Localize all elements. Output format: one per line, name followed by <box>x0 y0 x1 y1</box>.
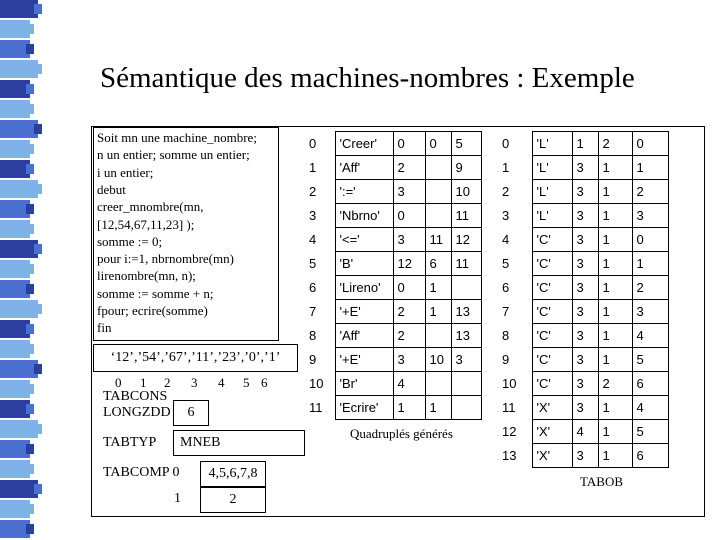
table-cell: '<=' <box>335 228 393 252</box>
stripe-square <box>34 64 42 74</box>
quadruple-row <box>307 396 481 420</box>
quadruple-row <box>307 276 481 300</box>
tabtyp-value-box <box>173 430 305 456</box>
table-cell: 4 <box>572 420 598 444</box>
row-index: 11 <box>309 400 323 415</box>
quadruple-row <box>307 252 481 276</box>
tabcons-label: TABCONS <box>103 389 168 404</box>
table-cell: 3 <box>572 396 598 420</box>
table-cell: 1 <box>425 276 451 300</box>
code-line: pour i:=1, nbrnombre(mn) <box>97 251 234 267</box>
stripe-square <box>34 124 42 134</box>
stripe-square <box>0 480 38 498</box>
stripe-square <box>0 180 38 198</box>
table-cell: 2 <box>393 300 425 324</box>
tabob-row <box>500 396 668 420</box>
stripe-square <box>0 240 38 258</box>
tabcomp-value-1: 2 <box>229 492 237 507</box>
table-cell: 3 <box>572 252 598 276</box>
table-cell: 3 <box>572 204 598 228</box>
table-cell: 5 <box>632 420 668 444</box>
table-cell: 11 <box>451 252 481 276</box>
tabcons-string: ‘12’,’54’,’67’,’11’,’23’,’0’,’1’ <box>110 350 281 365</box>
table-cell: 0 <box>632 132 668 156</box>
stripe-square <box>26 144 34 154</box>
table-cell: 'Aff' <box>335 156 393 180</box>
stripe-square <box>0 120 38 138</box>
stripe-square <box>26 344 34 354</box>
quadruple-row <box>307 324 481 348</box>
stripe-square <box>34 304 42 314</box>
row-index: 1 <box>309 160 317 175</box>
table-cell: 13 <box>451 324 481 348</box>
tabcons-index: 5 <box>243 375 250 390</box>
longzdd-label: LONGZDD <box>103 405 171 420</box>
table-cell <box>425 180 451 204</box>
code-line: fin <box>97 320 112 336</box>
tabob-row <box>500 420 668 444</box>
table-cell: 2 <box>598 132 632 156</box>
row-index: 2 <box>502 184 510 199</box>
row-index: 0 <box>502 136 510 151</box>
stripe-square <box>26 104 34 114</box>
table-cell: 1 <box>598 300 632 324</box>
table-cell: 3 <box>393 348 425 372</box>
table-cell: 1 <box>598 444 632 468</box>
code-line: lirenombre(mn, n); <box>97 268 196 284</box>
table-cell: 'C' <box>532 252 572 276</box>
tabob-row <box>500 300 668 324</box>
tabcomp-label <box>103 465 180 481</box>
table-cell: '+E' <box>335 348 393 372</box>
table-cell: 11 <box>425 228 451 252</box>
table-cell: 1 <box>632 156 668 180</box>
table-cell: 3 <box>632 204 668 228</box>
table-cell: 3 <box>393 228 425 252</box>
tabcomp-index-0: 0 <box>172 465 180 480</box>
row-index: 6 <box>502 280 510 295</box>
tabob-row <box>500 156 668 180</box>
table-cell: 10 <box>451 180 481 204</box>
table-cell: 'C' <box>532 372 572 396</box>
table-cell: 0 <box>393 132 425 156</box>
table-cell: 2 <box>632 276 668 300</box>
table-cell: ':=' <box>335 180 393 204</box>
table-cell: 1 <box>598 180 632 204</box>
row-index: 6 <box>309 280 317 295</box>
stripe-square <box>34 4 42 14</box>
row-index: 4 <box>502 232 510 247</box>
table-cell: 2 <box>393 324 425 348</box>
table-cell: 1 <box>572 132 598 156</box>
table-cell: 1 <box>598 420 632 444</box>
quadruple-row <box>307 372 481 396</box>
table-cell: 2 <box>393 156 425 180</box>
stripe-square <box>26 464 34 474</box>
code-line: Soit mn une machine_nombre; <box>97 130 257 145</box>
tabob-table <box>500 131 669 468</box>
quadruple-row <box>307 228 481 252</box>
code-line: fpour; ecrire(somme) <box>97 303 208 318</box>
table-cell: 'Creer' <box>335 132 393 156</box>
slide-title: Sémantique des machines-nombres : Exemple <box>100 62 635 94</box>
table-cell: 'C' <box>532 348 572 372</box>
stripe-square <box>34 244 42 254</box>
tabob-row <box>500 324 668 348</box>
tabob-row <box>500 132 668 156</box>
table-cell: 9 <box>451 156 481 180</box>
table-cell: 6 <box>425 252 451 276</box>
table-cell <box>425 156 451 180</box>
table-cell: 'Br' <box>335 372 393 396</box>
tabob-row <box>500 180 668 204</box>
table-cell: 1 <box>598 348 632 372</box>
row-index: 12 <box>502 424 517 439</box>
tabob-row <box>500 348 668 372</box>
stripe-square <box>0 360 38 378</box>
table-cell: 12 <box>451 228 481 252</box>
row-index: 7 <box>309 304 317 319</box>
table-cell: 3 <box>572 228 598 252</box>
table-cell: 4 <box>632 324 668 348</box>
table-cell: 6 <box>632 444 668 468</box>
table-cell: 'Lireno' <box>335 276 393 300</box>
table-cell: 3 <box>572 324 598 348</box>
row-index: 1 <box>502 160 510 175</box>
stripe-square <box>0 300 38 318</box>
row-index: 8 <box>502 328 510 343</box>
quadruples-caption: Quadruplés générés <box>350 426 453 441</box>
stripe-square <box>0 60 38 78</box>
tabob-row <box>500 372 668 396</box>
table-cell: 6 <box>632 372 668 396</box>
table-cell: 5 <box>632 348 668 372</box>
table-cell: 3 <box>393 180 425 204</box>
table-cell: 3 <box>572 156 598 180</box>
stripe-square <box>34 424 42 434</box>
tabcomp-index-1: 1 <box>174 491 181 506</box>
row-index: 0 <box>309 136 317 151</box>
stripe-square <box>26 24 34 34</box>
code-line: i un entier; <box>97 164 154 180</box>
table-cell: 0 <box>393 276 425 300</box>
quadruples-table <box>307 131 482 420</box>
table-cell: 1 <box>393 396 425 420</box>
table-cell: 3 <box>572 276 598 300</box>
row-index: 9 <box>502 352 510 367</box>
stripe-square <box>26 264 34 274</box>
code-line: creer_mnombre(mn, <box>97 199 204 215</box>
row-index: 9 <box>309 352 317 367</box>
stripe-square <box>26 324 34 334</box>
tabcons-string-box <box>93 344 298 372</box>
table-cell: 0 <box>393 204 425 228</box>
row-index: 13 <box>502 448 517 463</box>
table-cell: 2 <box>632 180 668 204</box>
tabcomp-value-0-box <box>200 461 266 487</box>
table-cell: 4 <box>632 396 668 420</box>
table-cell: '+E' <box>335 300 393 324</box>
stripe-square <box>26 404 34 414</box>
quadruple-row <box>307 180 481 204</box>
longzdd-value: 6 <box>187 405 195 420</box>
code-line: somme := somme + n; <box>97 285 214 301</box>
table-cell: 0 <box>632 228 668 252</box>
row-index: 8 <box>309 328 317 343</box>
stripe-square <box>34 364 42 374</box>
code-line: [12,54,67,11,23] ); <box>97 216 195 232</box>
tabcomp-value-1-box <box>200 487 266 513</box>
table-cell: 1 <box>598 276 632 300</box>
table-cell <box>425 372 451 396</box>
stripe-square <box>34 484 42 494</box>
table-cell: 1 <box>425 396 451 420</box>
table-cell <box>451 372 481 396</box>
stripe-square <box>26 44 34 54</box>
longzdd-value-box <box>173 400 209 426</box>
table-cell: 11 <box>451 204 481 228</box>
table-cell: 1 <box>632 252 668 276</box>
table-cell: 3 <box>451 348 481 372</box>
table-cell: 3 <box>572 372 598 396</box>
table-cell: 3 <box>632 300 668 324</box>
table-cell <box>425 204 451 228</box>
table-cell: 2 <box>598 372 632 396</box>
stripe-square <box>26 384 34 394</box>
table-cell: 3 <box>572 444 598 468</box>
tabob-row <box>500 252 668 276</box>
row-index: 10 <box>502 376 517 391</box>
table-cell: 'C' <box>532 300 572 324</box>
row-index: 11 <box>502 400 516 415</box>
table-cell: 'B' <box>335 252 393 276</box>
tabob-row <box>500 228 668 252</box>
table-cell: 'C' <box>532 324 572 348</box>
table-cell: 'L' <box>532 156 572 180</box>
table-cell: 1 <box>425 300 451 324</box>
quadruple-row <box>307 132 481 156</box>
tabob-row <box>500 276 668 300</box>
tabtyp-value: MNEB <box>180 435 221 450</box>
row-index: 5 <box>309 256 317 271</box>
stripe-square <box>26 224 34 234</box>
stripe-square <box>26 204 34 214</box>
table-cell: 'L' <box>532 204 572 228</box>
table-cell: 1 <box>598 228 632 252</box>
tabcons-index: 1 <box>140 375 147 390</box>
row-index: 2 <box>309 184 317 199</box>
table-cell: 'C' <box>532 276 572 300</box>
quadruple-row <box>307 156 481 180</box>
table-cell: 'L' <box>532 132 572 156</box>
table-cell <box>451 396 481 420</box>
row-index: 4 <box>309 232 317 247</box>
table-cell: 'Ecrire' <box>335 396 393 420</box>
quadruple-row <box>307 348 481 372</box>
table-cell: 12 <box>393 252 425 276</box>
stripe-square <box>26 84 34 94</box>
table-cell: 1 <box>598 324 632 348</box>
table-cell: 1 <box>598 204 632 228</box>
table-cell: 3 <box>572 300 598 324</box>
quadruple-row <box>307 204 481 228</box>
table-cell: 'X' <box>532 420 572 444</box>
row-index: 3 <box>502 208 510 223</box>
table-cell <box>425 324 451 348</box>
table-cell: 'X' <box>532 444 572 468</box>
tabcons-index: 3 <box>191 375 198 390</box>
stripe-square <box>26 504 34 514</box>
code-line: somme := 0; <box>97 233 163 249</box>
code-line: n un entier; somme un entier; <box>97 147 250 163</box>
table-cell: 'L' <box>532 180 572 204</box>
tabcomp-value-0: 4,5,6,7,8 <box>208 466 258 481</box>
table-cell: 1 <box>598 396 632 420</box>
stripe-square <box>0 0 38 18</box>
tabcons-index: 2 <box>164 375 171 390</box>
stripe-square <box>0 420 38 438</box>
row-index: 7 <box>502 304 510 319</box>
decorative-stripe <box>0 0 46 540</box>
table-cell: 3 <box>572 180 598 204</box>
stripe-square <box>26 444 34 454</box>
table-cell: 'Aff' <box>335 324 393 348</box>
tabcons-index: 0 <box>115 375 122 390</box>
table-cell: 'X' <box>532 396 572 420</box>
table-cell: 1 <box>598 156 632 180</box>
table-cell: 'C' <box>532 228 572 252</box>
quadruple-row <box>307 300 481 324</box>
tabob-row <box>500 444 668 468</box>
tabcomp-label-text: TABCOMP <box>103 465 170 480</box>
stripe-square <box>26 284 34 294</box>
row-index: 10 <box>309 376 324 391</box>
row-index: 3 <box>309 208 317 223</box>
table-cell: 1 <box>598 252 632 276</box>
tabcons-index: 4 <box>218 375 225 390</box>
stripe-square <box>26 164 34 174</box>
tabtyp-label: TABTYP <box>103 435 157 450</box>
table-cell: 4 <box>393 372 425 396</box>
tabob-caption: TABOB <box>580 474 624 489</box>
table-cell: 'Nbrno' <box>335 204 393 228</box>
tabcons-index: 6 <box>261 375 268 390</box>
program-code-box <box>93 127 279 341</box>
table-cell: 5 <box>451 132 481 156</box>
table-cell: 0 <box>425 132 451 156</box>
table-cell: 3 <box>572 348 598 372</box>
table-cell: 13 <box>451 300 481 324</box>
row-index: 5 <box>502 256 510 271</box>
stripe-square <box>34 184 42 194</box>
table-cell <box>451 276 481 300</box>
code-line: debut <box>97 181 126 197</box>
stripe-square <box>26 524 34 534</box>
table-cell: 10 <box>425 348 451 372</box>
tabob-row <box>500 204 668 228</box>
